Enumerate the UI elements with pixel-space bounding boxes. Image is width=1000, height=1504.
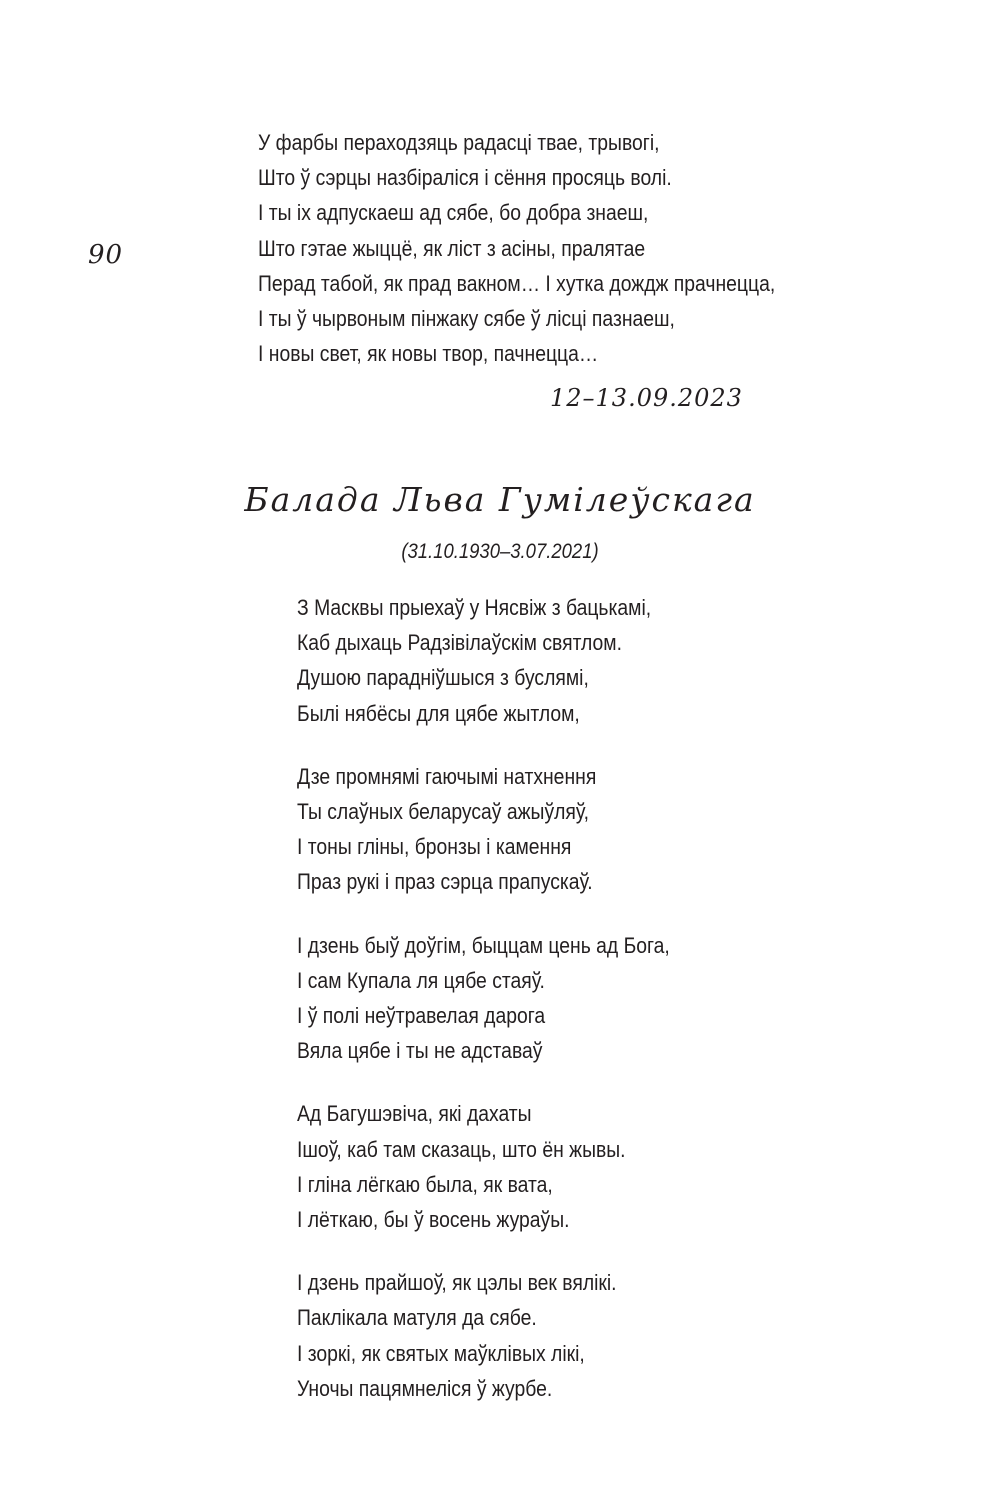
previous-poem [258, 125, 958, 371]
poem-line: І сам Купала ля цябе стаяў. [297, 967, 545, 993]
stanza [297, 759, 957, 900]
stanza [297, 1096, 957, 1237]
poem-date: 12–13.09.2023 [550, 384, 743, 412]
ballad-subtitle: (31.10.1930–3.07.2021) [401, 540, 599, 563]
poem-line: Ад Багушэвіча, які дахаты [297, 1101, 532, 1127]
poem-line: У фарбы пераходзяць радасці твае, трывогі, [258, 130, 660, 155]
poem-line: І зоркі, як святых маўклівых лікі, [297, 1340, 585, 1366]
poem-line: І новы свет, як новы твор, пачнецца… [258, 341, 599, 367]
page-number: 90 [88, 240, 124, 270]
poem-line: Былі нябёсы для цябе жытлом, [297, 700, 580, 726]
poem-line: І ты ў чырвоным пінжаку сябе ў лісці пазнаеш, [258, 306, 675, 332]
poem-line: Праз рукі і праз сэрца прапускаў. [297, 869, 593, 895]
poem-line: І ты іх адпускаеш ад сябе, бо добра знаеш, [258, 200, 649, 226]
ballad-poem [297, 590, 957, 1434]
poem-line: І тоны гліны, бронзы і камення [297, 834, 572, 860]
poem-line: Перад табой, як прад вакном… І хутка дождж прачнецца, [258, 270, 776, 296]
poem-line: Ішоў, каб там сказаць, што ён жывы. [297, 1136, 626, 1162]
poem-line: І ў полі неўтравелая дарога [297, 1003, 546, 1029]
poem-line: Што гэтае жыццё, як ліст з асіны, пралятае [258, 235, 646, 261]
poem-line: І лёткаю, бы ў восень жураўы. [297, 1207, 570, 1233]
stanza [297, 928, 957, 1069]
poem-line: Што ў сэрцы назбіраліся і сёння просяць волі. [258, 165, 672, 191]
poem-line: Каб дыхаць Радзівілаўскім святлом. [297, 630, 622, 656]
ballad-title: Балада Льва Гумілеўскага [244, 480, 756, 519]
poem-line: І дзень прайшоў, як цэлы век вялікі. [297, 1270, 617, 1296]
poem-line: Ты слаўных беларусаў ажыўляў, [297, 799, 590, 825]
poem-line: І гліна лёгкаю была, як вата, [297, 1171, 553, 1197]
poem-line: Дзе промнямі гаючымі натхнення [297, 763, 597, 789]
poem-line: І дзень быў доўгім, быццам цень ад Бога, [297, 932, 670, 958]
poem-line: Вяла цябе і ты не адставаў [297, 1038, 543, 1064]
poem-line: З Масквы прыехаў у Нясвіж з бацькамі, [297, 595, 652, 620]
poem-line: Душою парадніўшыся з буслямі, [297, 665, 589, 691]
stanza [297, 1265, 957, 1406]
poem-line: Паклікала матуля да сябе. [297, 1305, 537, 1331]
stanza [297, 590, 957, 731]
poem-line: Уночы пацямнеліся ў журбе. [297, 1375, 553, 1401]
